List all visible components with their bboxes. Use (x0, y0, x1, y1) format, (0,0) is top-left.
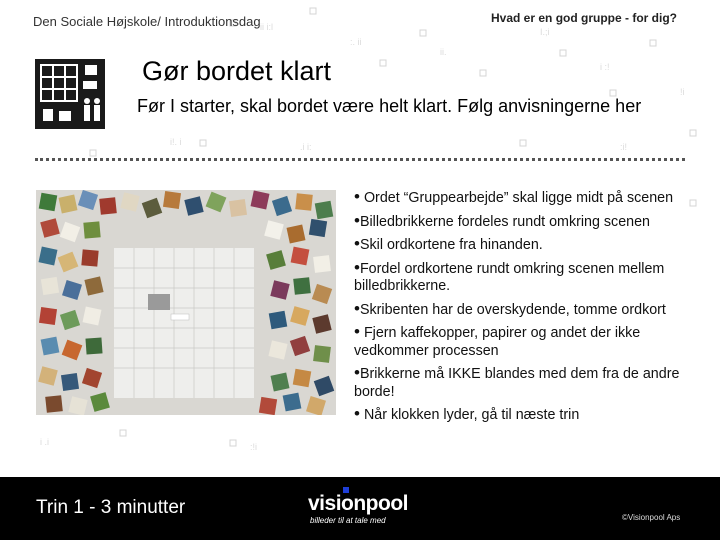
svg-text:i :!: i :! (600, 62, 610, 72)
divider (35, 158, 685, 161)
visionpool-logo (308, 487, 418, 529)
course-label: Den Sociale Højskole/ Introduktionsdag (33, 14, 261, 29)
slide-subtitle: Før I starter, skal bordet være helt klart. Følg anvisningerne her (137, 96, 642, 116)
svg-text::. ii: :. ii (350, 37, 362, 47)
svg-text:!i: !i (680, 87, 685, 97)
brand-name: visionpool (308, 492, 408, 515)
step-label: Trin 1 - 3 minutter (36, 497, 186, 518)
slide-title: Gør bordet klart (142, 56, 332, 86)
svg-text::i!: :i! (620, 142, 628, 152)
instruction-list (354, 188, 699, 429)
list-item: • Ordet “Gruppearbejde” skal ligge midt på scenen (354, 187, 674, 206)
list-item: •Brikkerne må IKKE blandes med dem fra de andre borde! (354, 363, 680, 400)
grid-people-icon (35, 59, 105, 129)
brand-tagline: billeder til at tale med (310, 516, 386, 525)
list-item: •Skribenten har de overskydende, tomme ordkort (354, 298, 666, 318)
section-heading: Hvad er en god gruppe - for dig? (491, 11, 677, 25)
svg-text:ii.: ii. (440, 47, 447, 57)
svg-text:.i i:: .i i: (300, 142, 312, 152)
svg-text:I.;i: I.;i (540, 27, 550, 37)
svg-text:i!. i: i!. i (170, 137, 182, 147)
svg-text:ii i:l: ii i:l (260, 22, 273, 32)
svg-text::!i: :!i (250, 442, 258, 452)
list-item: •Billedbrikkerne fordeles rundt omkring scenen (354, 210, 651, 230)
list-item: •Fordel ordkortene rundt omkring scenen mellem billedbrikkerne. (354, 257, 665, 294)
copyright: ©Visionpool Aps (622, 513, 681, 522)
svg-text:i .i: i .i (40, 437, 49, 447)
list-item: • Fjern kaffekopper, papirer og andet der ikke vedkommer processen (354, 322, 641, 359)
list-item: •Skil ordkortene fra hinanden. (354, 234, 543, 253)
table-setup-photo (36, 190, 336, 415)
list-item: • Når klokken lyder, gå til næste trin (354, 404, 580, 423)
